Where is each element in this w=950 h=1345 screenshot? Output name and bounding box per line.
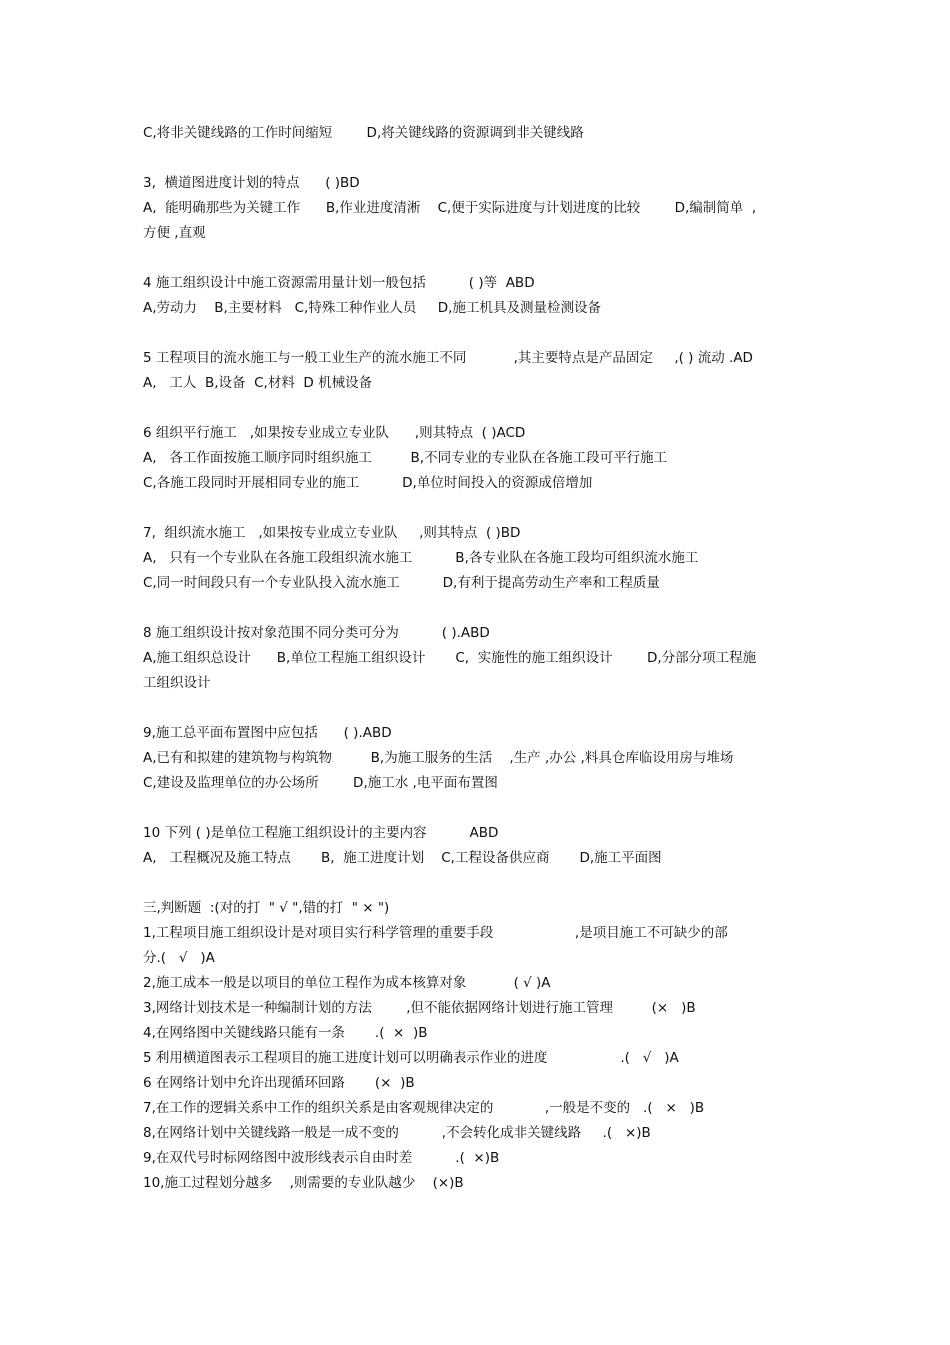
spacer bbox=[143, 146, 823, 171]
question-stem: 9,施工总平面布置图中应包括 ( ).ABD bbox=[143, 725, 392, 741]
judgment-item: 8,在网络计划中关键线路一般是一成不变的 ,不会转化成非关键线路 .( ×)B bbox=[143, 1125, 651, 1141]
section-title: 三,判断题 :(对的打 " √ ",错的打 " × ") bbox=[143, 900, 390, 916]
spacer bbox=[143, 796, 823, 821]
q2-options-tail: C,将非关键线路的工作时间缩短 D,将关键线路的资源调到非关键线路 bbox=[143, 125, 584, 141]
spacer bbox=[143, 321, 823, 346]
judgment-item: 6 在网络计划中允许出现循环回路 (× )B bbox=[143, 1075, 415, 1091]
question-options: A,劳动力 B,主要材料 C,特殊工种作业人员 D,施工机具及测量检测设备 bbox=[143, 300, 601, 316]
question-options: 工组织设计 bbox=[143, 675, 211, 691]
question-stem: 6 组织平行施工 ,如果按专业成立专业队 ,则其特点 ( )ACD bbox=[143, 425, 526, 441]
judgment-item: 3,网络计划技术是一种编制计划的方法 ,但不能依据网络计划进行施工管理 (× )B bbox=[143, 1000, 696, 1016]
judgment-item: 10,施工过程划分越多 ,则需要的专业队越少 (×)B bbox=[143, 1175, 464, 1191]
spacer bbox=[143, 396, 823, 421]
question-options: A,已有和拟建的建筑物与构筑物 B,为施工服务的生活 ,生产 ,办公 ,料具仓库临设用房与堆场 bbox=[143, 750, 734, 766]
spacer bbox=[143, 496, 823, 521]
spacer bbox=[143, 696, 823, 721]
question-stem: 5 工程项目的流水施工与一般工业生产的流水施工不同 ,其主要特点是产品固定 ,( ) 流动 .AD bbox=[143, 350, 753, 366]
question-options: C,各施工段同时开展相同专业的施工 D,单位时间投入的资源成倍增加 bbox=[143, 475, 593, 491]
question-options: 方便 ,直观 bbox=[143, 225, 206, 241]
judgment-item: 9,在双代号时标网络图中波形线表示自由时差 .( ×)B bbox=[143, 1150, 500, 1166]
question-options: A, 只有一个专业队在各施工段组织流水施工 B,各专业队在各施工段均可组织流水施工 bbox=[143, 550, 699, 566]
judgment-item: 5 利用横道图表示工程项目的施工进度计划可以明确表示作业的进度 .( √ )A bbox=[143, 1050, 679, 1066]
question-options: A, 能明确那些为关键工作 B,作业进度清淅 C,便于实际进度与计划进度的比较 D,编制简单 , bbox=[143, 200, 757, 216]
spacer bbox=[143, 871, 823, 896]
question-stem: 8 施工组织设计按对象范围不同分类可分为 ( ).ABD bbox=[143, 625, 490, 641]
question-options: C,同一时间段只有一个专业队投入流水施工 D,有利于提高劳动生产率和工程质量 bbox=[143, 575, 660, 591]
question-options: A, 工人 B,设备 C,材料 D 机械设备 bbox=[143, 375, 373, 391]
question-options: A, 工程概况及施工特点 B, 施工进度计划 C,工程设备供应商 D,施工平面图 bbox=[143, 850, 662, 866]
question-stem: 3, 横道图进度计划的特点 ( )BD bbox=[143, 175, 360, 191]
spacer bbox=[143, 246, 823, 271]
question-stem: 10 下列 ( )是单位工程施工组织设计的主要内容 ABD bbox=[143, 825, 499, 841]
question-options: A, 各工作面按施工顺序同时组织施工 B,不同专业的专业队在各施工段可平行施工 bbox=[143, 450, 668, 466]
question-options: A,施工组织总设计 B,单位工程施工组织设计 C, 实施性的施工组织设计 D,分部分项工程施 bbox=[143, 650, 757, 666]
judgment-item: 分.( √ )A bbox=[143, 950, 215, 966]
judgment-item: 2,施工成本一般是以项目的单位工程作为成本核算对象 ( √ )A bbox=[143, 975, 551, 991]
spacer bbox=[143, 596, 823, 621]
document-body bbox=[143, 121, 823, 1196]
judgment-item: 1,工程项目施工组织设计是对项目实行科学管理的重要手段 ,是项目施工不可缺少的部 bbox=[143, 925, 728, 941]
question-options: C,建设及监理单位的办公场所 D,施工水 ,电平面布置图 bbox=[143, 775, 498, 791]
judgment-item: 7,在工作的逻辑关系中工作的组织关系是由客观规律决定的 ,一般是不变的 .( × )B bbox=[143, 1100, 705, 1116]
question-stem: 4 施工组织设计中施工资源需用量计划一般包括 ( )等 ABD bbox=[143, 275, 535, 291]
judgment-item: 4,在网络图中关键线路只能有一条 .( × )B bbox=[143, 1025, 428, 1041]
question-stem: 7, 组织流水施工 ,如果按专业成立专业队 ,则其特点 ( )BD bbox=[143, 525, 521, 541]
